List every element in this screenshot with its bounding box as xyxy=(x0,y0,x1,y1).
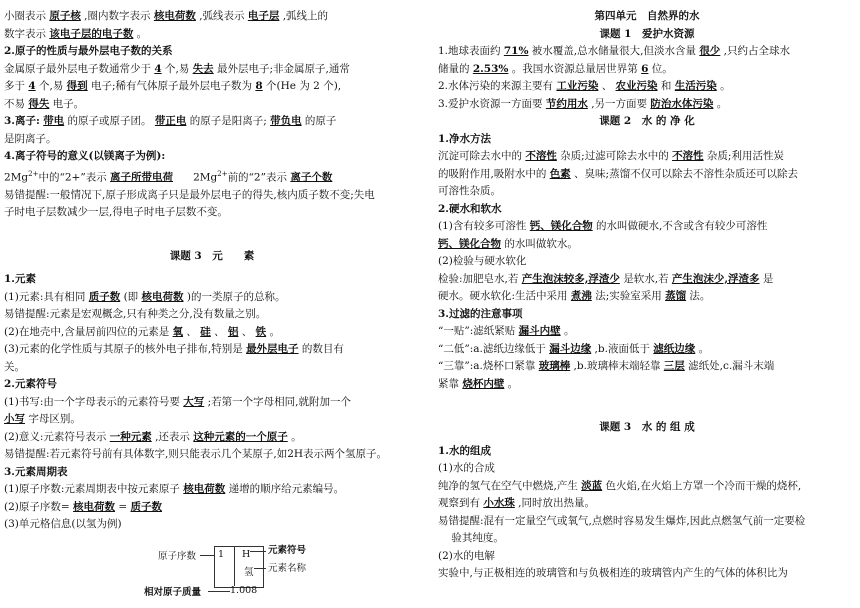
right-text-line: 紧靠 烧杯内壁 。 xyxy=(438,377,519,390)
left-text-line: 4.离子符号的意义(以镁离子为例): xyxy=(4,150,166,162)
right-text-line: “二低”:a.滤纸边缘低于 漏斗边缘 ,b.液面低于 滤纸边缘 。 xyxy=(438,342,710,355)
left-text-line: 易错提醒:一般情况下,原子形成离子只是最外层电子的得失,核内质子数不变;失电 xyxy=(4,188,375,201)
atomic-number-value: 1 xyxy=(218,548,225,560)
right-text-line: 钙、镁化合物 的水叫做软水。 xyxy=(438,237,578,250)
left-text-line: 不易 得失 电子。 xyxy=(4,97,85,110)
element-symbol-value: H xyxy=(242,548,251,560)
right-text-line: 硬水。硬水软化:生活中采用 煮沸 法;实验室采用 蒸馏 法。 xyxy=(438,290,711,302)
left-text-line: 2.元素符号 xyxy=(4,378,57,390)
right-text-line: 1.水的组成 xyxy=(438,444,491,457)
right-text-line: 检验:加肥皂水,若 产生泡沫较多,浮渣少 是软水,若 产生泡沫少,浮渣多 是 xyxy=(438,272,774,285)
right-column xyxy=(438,8,856,583)
left-text-line: 2.原子的性质与最外层电子数的关系 xyxy=(4,45,173,57)
left-text-line: (1)原子序数:元素周期表中按元素原子 核电荷数 递增的顺序给元素编号。 xyxy=(4,483,345,495)
hydrogen-cell-diagram xyxy=(4,538,420,608)
right-text-line: 3.过滤的注意事项 xyxy=(438,307,523,320)
element-name-label: 元素名称 xyxy=(268,562,307,574)
right-text-line: 的吸附作用,吸附水中的 色素 、臭味;蒸馏不仅可以除去不溶性杂质还可以除去 xyxy=(438,167,799,180)
right-text-line: 储量的 2.53% 。我国水资源总量居世界第 6 位。 xyxy=(438,62,673,75)
left-text-line: 多于 4 个,易 得到 电子;稀有气体原子最外层电子数为 8 个(He 为 2 个), xyxy=(4,80,342,92)
right-text-line: “一贴”:滤纸紧贴 漏斗内壁 。 xyxy=(438,325,575,337)
left-text-line: 金属原子最外层电子数通常少于 4 个,易 失去 最外层电子;非金属原子,通常 xyxy=(4,62,350,75)
left-text-line: 数字表示 该电子层的电子数 。 xyxy=(4,27,148,40)
left-text-line: (3)元素的化学性质与其原子的核外电子排布,特别是 最外层电子 的数目有 xyxy=(4,343,344,355)
right-text-line: 3.爱护水资源一方面要 节约用水 ,另一方面要 防治水体污染 。 xyxy=(438,97,728,110)
left-text-line: 小圈表示 原子核 ,圈内数字表示 核电荷数 ,弧线表示 电子层 ,弧线上的 xyxy=(4,10,329,22)
topic2-title: 课题 2 水 的 净 化 xyxy=(599,115,695,127)
topic3-elements-title: 课题 3 元 素 xyxy=(169,249,255,262)
right-text-line: 沉淀可除去水中的 不溶性 杂质;过滤可除去水中的 不溶性 杂质;利用活性炭 xyxy=(438,150,784,162)
right-text-line: “三靠”:a.烧杯口紧靠 玻璃棒 ,b.玻璃棒末端轻靠 三层 滤纸处,c.漏斗末端 xyxy=(438,360,775,372)
relative-mass-label: 相对原子质量 xyxy=(144,586,202,598)
right-section-water-purification xyxy=(438,131,856,394)
left-text-line: 1.元素 xyxy=(4,273,36,285)
left-text-line: 是阴离子。 xyxy=(4,132,57,145)
left-section-elements xyxy=(4,271,420,534)
topic1-title: 课题 1 爱护水资源 xyxy=(599,27,695,40)
right-text-line: 验其纯度。 xyxy=(438,532,504,544)
right-text-line: 1.地球表面约 71% 被水覆盖,总水储量很大,但淡水含量 很少 ,只约占全球水 xyxy=(438,45,790,57)
right-text-line: 1.净水方法 xyxy=(438,132,491,145)
right-text-line: (2)水的电解 xyxy=(438,549,495,562)
left-section-atoms xyxy=(4,8,420,222)
left-text-line: 子时电子层数减少一层,得电子时电子层数不变。 xyxy=(4,206,228,218)
topic3-water-title: 课题 3 水 的 组 成 xyxy=(599,421,695,433)
left-text-line: 3.元素周期表 xyxy=(4,465,68,478)
relative-mass-value: 1.008 xyxy=(230,584,258,596)
element-symbol-label: 元素符号 xyxy=(268,544,307,556)
element-name-value: 氢 xyxy=(244,566,254,578)
left-text-line: (2)意义:元素符号表示 一种元素 ,还表示 这种元素的一个原子 。 xyxy=(4,430,302,443)
left-text-line: $2Mg^{2+}$中的“2+”表示 离子所带电荷 $2Mg^{2+}$前的“2”表示 离子个数 xyxy=(4,169,333,183)
right-text-line: 2.水体污染的来源主要有 工业污染 、 农业污染 和 生活污染 。 xyxy=(438,80,731,92)
right-text-line: 实验中,与正极相连的玻璃管和与负极相连的玻璃管内产生的气体的体积比为 xyxy=(438,567,788,579)
left-text-line: (1)书写:由一个字母表示的元素符号要 大写 ;若第一个字母相同,就附加一个 xyxy=(4,395,351,408)
left-text-line: (2)原子序数= 核电荷数 = 质子数 xyxy=(4,500,162,513)
right-text-line: (2)检验与硬水软化 xyxy=(438,255,527,267)
right-text-line: 纯净的氢气在空气中燃烧,产生 淡蓝 色火焰,在火焰上方罩一个冷而干燥的烧杯, xyxy=(438,479,802,492)
right-section-water-resources xyxy=(438,43,856,113)
left-text-line: (1)元素:具有相同 质子数 (即 核电荷数 )的一类原子的总称。 xyxy=(4,290,286,303)
atomic-number-label: 原子序数 xyxy=(158,550,197,562)
left-text-line: 小写 字母区别。 xyxy=(4,413,81,425)
left-text-line: 3.离子: 带电 的原子或原子团。 带正电 的原子是阳离子; 带负电 的原子 xyxy=(4,115,337,127)
unit4-title: 第四单元 自然界的水 xyxy=(594,10,700,22)
left-text-line: 易错提醒:若元素符号前有具体数字,则只能表示几个某原子,如2H表示两个氢原子。 xyxy=(4,448,388,460)
right-text-line: 可溶性杂质。 xyxy=(438,185,501,197)
left-text-line: 关。 xyxy=(4,360,25,373)
left-text-line: (3)单元格信息(以氢为例) xyxy=(4,518,122,530)
right-text-line: 观察到有 小水珠 ,同时放出热量。 xyxy=(438,497,596,509)
left-column xyxy=(4,8,420,608)
left-text-line: 易错提醒:元素是宏观概念,只有种类之分,没有数量之别。 xyxy=(4,308,267,320)
left-text-line: (2)在地壳中,含量居前四位的元素是 氧 、 硅 、 铝 、 铁 。 xyxy=(4,325,280,338)
right-section-water-composition xyxy=(438,443,856,583)
right-text-line: 易错提醒:混有一定量空气或氧气,点燃时容易发生爆炸,因此点燃氢气前一定要检 xyxy=(438,514,806,527)
right-text-line: (1)含有较多可溶性 钙、镁化合物 的水叫做硬水,不含或含有较少可溶性 xyxy=(438,220,768,232)
right-text-line: 2.硬水和软水 xyxy=(438,202,502,215)
right-text-line: (1)水的合成 xyxy=(438,462,495,474)
